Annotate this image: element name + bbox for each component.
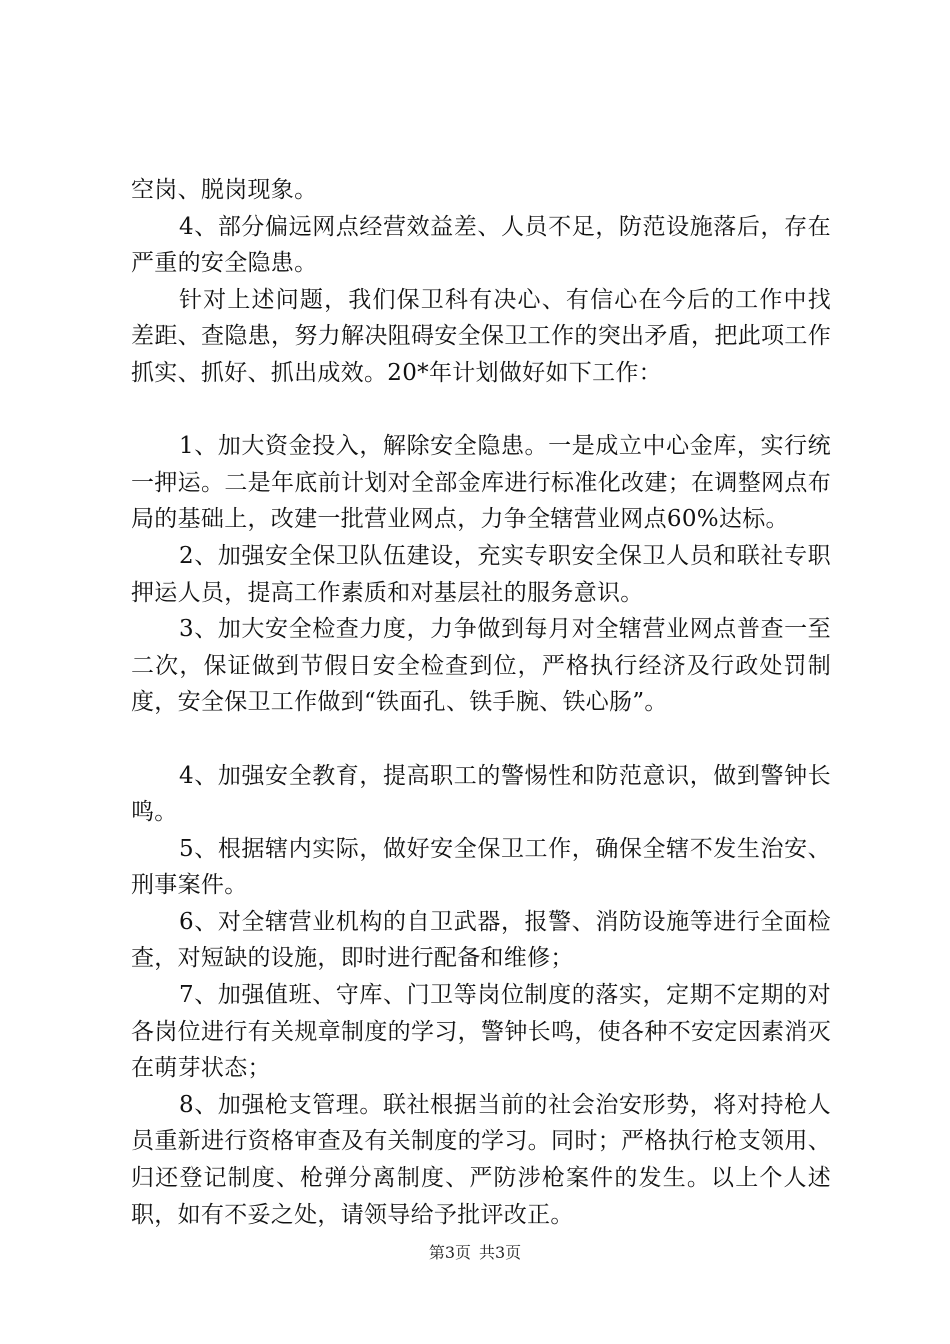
paragraph-continuation: 空岗、脱岗现象。 [131, 177, 318, 203]
paragraph-plan-6: 6、对全辖营业机构的自卫武器，报警、消防设施等进行全面检查，对短缺的设施，即时进行配备和维修； [131, 908, 831, 972]
paragraph-plan-2: 2、加强安全保卫队伍建设，充实专职安全保卫人员和联社专职押运人员，提高工作素质和对基层社的服务意识。 [131, 542, 831, 606]
page-total: 共3页 [479, 1243, 522, 1262]
paragraph-issue-4: 4、部分偏远网点经营效益差、人员不足，防范设施落后，存在严重的安全隐患。 [131, 213, 831, 277]
paragraph-plan-8: 8、加强枪支管理。联社根据当前的社会治安形势，将对持枪人员重新进行资格审查及有关制度的学习。同时；严格执行枪支领用、归还登记制度、枪弹分离制度、严防涉枪案件的发生。以上个人述职，如有不妥之处，请领导给予批评改正。 [131, 1091, 831, 1228]
paragraph-plan-7: 7、加强值班、守库、门卫等岗位制度的落实，定期不定期的对各岗位进行有关规章制度的学习，警钟长鸣，使各种不安定因素消灭在萌芽状态； [131, 982, 831, 1082]
paragraph-plan-1: 1、加大资金投入，解除安全隐患。一是成立中心金库，实行统一押运。二是年底前计划对全部金库进行标准化改建；在调整网点布局的基础上，改建一批营业网点，力争全辖营业网点60%达标。 [131, 433, 831, 533]
paragraph-plan-3: 3、加大安全检查力度，力争做到每月对全辖营业网点普查一至二次，保证做到节假日安全检查到位，严格执行经济及行政处罚制度，安全保卫工作做到“铁面孔、铁手腕、铁心肠”。 [131, 616, 831, 716]
paragraph-plan-5: 5、根据辖内实际，做好安全保卫工作，确保全辖不发生治安、刑事案件。 [131, 835, 831, 899]
page-footer [0, 1243, 950, 1263]
page-number: 第3页 [428, 1243, 471, 1262]
paragraph-plan-4: 4、加强安全教育，提高职工的警惕性和防范意识，做到警钟长鸣。 [131, 762, 831, 826]
paragraph-plan-intro: 针对上述问题，我们保卫科有决心、有信心在今后的工作中找差距、查隐患，努力解决阻碍安全保卫工作的突出矛盾，把此项工作抓实、抓好、抓出成效。20*年计划做好如下工作： [131, 286, 831, 386]
document-body [131, 172, 831, 1233]
